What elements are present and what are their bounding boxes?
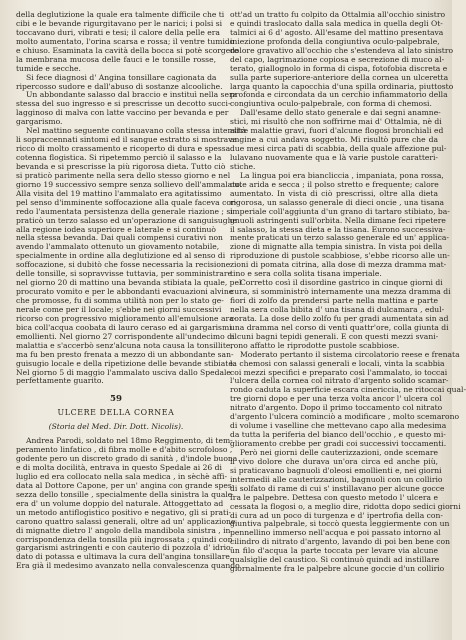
text-line: ott'ad un tratto fu colpito da Ottalmia all'occhio sinistro [230, 10, 446, 19]
text-line: nerale come per il locale; s'ebbe nei giorni successivi [16, 304, 222, 314]
text-line: stessa del suo ingresso e si prescrisse un decotto succi- [16, 99, 231, 109]
text-line: riproduzione di pustole scabbiose, s'ebbe ricorso alle un- [230, 251, 450, 261]
text-line: talmici ai 6 d' agosto. All'esame del mattino presentava [230, 27, 444, 37]
text-line: era d' un volume doppio del naturale. Attoggettato ad [16, 498, 224, 508]
text-line: data al Dottore Capone, per un' angina con grande spes- [16, 480, 235, 490]
left-column-text-after [16, 436, 240, 571]
text-line: dolore gravativo all'occhio che s'estendeva al lato sinistro [230, 45, 454, 55]
text-line: peramento linfatico , di fibra molle e d'abito scrofoloso , [16, 445, 233, 455]
text-line: e di molta docilità, entrava in questo Spedale ai 26 di [16, 463, 222, 472]
text-line: rono affatto le riprodotte pustole scabbiose. [230, 340, 400, 350]
text-line: guisugio locale e della ripetizione delle bevande stibiate. [16, 358, 236, 368]
text-line: la chemosi con salassi generali e locali, vinta la scabbia [230, 358, 445, 368]
text-line: Moderato pertanto il sistema circolatorio reese e frenata [240, 349, 460, 359]
text-line: gargarismi astringenti e con cauterio di pozzola d' idrio- [16, 543, 234, 553]
text-line: soffocazione, si dubitò che fosse necessaria la recisione [16, 260, 231, 270]
text-line: zione di mignatte alla tempia sinistra. In vista poi della [230, 242, 443, 252]
text-line: della deglutizione la quale era talmente difficile che ti [16, 10, 225, 19]
text-line: nella sera colla bibita d' una tisana di dulcamara , edul- [230, 304, 445, 314]
text-line: di cura ad un poco di turgenza e d' ipertrofia della con- [230, 510, 443, 520]
text-line: angine a cui andava soggetto. Mi risultò pure che da [230, 135, 438, 145]
text-line: Dall'esame dello stato generale e dai segni anamne- [240, 108, 441, 118]
text-line: Corretto così il disordine gastrico in cinque giorni di [240, 278, 443, 288]
text-line: alcuni bagni tepidi generali. E con questi mezzi svani- [230, 331, 439, 341]
text-line: pennellino immerso nell'acqua e poi passato intorno al [230, 528, 441, 538]
text-line: ripercosso sudore e dall'abuso di sostanze alcooliche. [16, 81, 223, 91]
text-line: mente praticati un terzo salasso generale ed un' applica- [230, 233, 449, 243]
section-subtitle: (Storia del Med. Dir. Dott. Nicolis). [48, 422, 184, 432]
text-line: nitrato d'argento. Dopo il primo toccamento col nitrato [230, 403, 443, 413]
text-line: e chiuso. Esaminata la cavità della bocca si potè scorgere [16, 45, 239, 55]
text-line: godente pero un discreto grado di sanità , d'indole buona [16, 454, 238, 464]
text-line: cotenna flogistica. Si ripetemmo perciò il salasso e la [16, 153, 222, 162]
text-line: e quindi traslocato dalla sala medica in quella degli Ot- [230, 18, 443, 28]
text-line: terato, giallognolo in forma di cispa, fotofobia discreta e [230, 63, 448, 73]
text-line: giuntiva palpebrale, si toccò questa leggiermente con un [230, 519, 450, 529]
text-line: lulavano nuovamente qua e là varie pustole caratteri- [230, 153, 438, 162]
text-line: malattia e s'accerbò senz'alcuna nota causa la tonsillite, [16, 340, 233, 350]
text-line: glioramento crebbe per gradi coi successivi toccamenti. [230, 439, 447, 448]
text-line: bica coll'acqua coobata di lauro ceraso ed ai gargarismi [16, 322, 232, 332]
text-line: specialmente in ordine alla deglutizione ed al senso di [16, 251, 226, 261]
text-line: coi mezzi specifici e preparato così l'ammalato, io toccai [230, 367, 448, 377]
text-line: aumentato. In vista di ciò prescrissi, oltre alla dieta [230, 188, 438, 198]
text-line: di mignatte dietro l' angolo della mandibola sinistra , in [16, 525, 231, 535]
text-line: rigorosa, un salasso generale di dieci oncie , una tisana [230, 197, 445, 207]
text-line: cessata la flogosi o, a meglio dire, ridotta dopo sedici giorni [230, 501, 461, 511]
text-line: stiche. [230, 161, 256, 171]
text-line: imperiale coll'aggiunta d'un grano di tartaro stibiato, ba- [230, 206, 450, 216]
text-line: giornalmente fra le palpebre alcune goccie d'un collirio [230, 564, 445, 574]
text-line: procurato vomito e per le abbondanti evacuazioni alvine [16, 287, 234, 297]
text-line: una dramma nel corso di venti quattr'ore, colla giunta di [230, 322, 449, 332]
text-line: praticò un terzo salasso ed un'operazione di sanguisughe [16, 215, 238, 225]
section-number: 59 [110, 394, 122, 405]
text-line: stici, mi risultò che non soffrirne mai d' Ottalmia, nè di [230, 117, 442, 127]
text-line: di volume i vaselline che mettevano capo alla medesima [230, 421, 447, 431]
text-line: corrispondenza della tonsilla più ingrossata ; quindi con [16, 534, 233, 544]
text-line: redo l'aumentata persistenza della generale riazione ; si [16, 206, 233, 216]
text-line: carono quattro salassi generali, oltre ad un' applicazione [16, 516, 236, 526]
text-line: zioni di pomata citrina, alla dose di mezza dramma mat- [230, 260, 447, 270]
text-line: avendo l'ammalato ottenuto un giovamento notabile, [16, 242, 220, 252]
text-line: Però nei giorni delle cauterizzazioni, onde scemare [240, 447, 438, 457]
text-line: emollienti. Nel giorno 27 corrispondente all'undecimo di [16, 331, 235, 341]
text-line: pel senso d'imminente soffocazione alla quale faceva cor- [16, 197, 238, 207]
text-line: Alla visita del 19 mattino l'ammalato era agitatissimo [16, 188, 222, 198]
text-line: nel giorno 20 di mattino una bevanda stibiata la quale, pel [16, 278, 242, 288]
text-line: tre giorni dopo e per una terza volta ancor l' ulcera col [230, 394, 442, 404]
text-line: ricco di molto crassamento e ricoperto di dura e spessa [16, 144, 231, 154]
text-line: corata. La dose dello zolfo fu per gradi aumentata sin ad [230, 313, 449, 323]
text-line: perfettamente guarito. [16, 376, 104, 386]
text-line: di solfato di rame di cui s' instillavano per alcune gocce [230, 483, 445, 493]
text-line: sezza dello tonsille , specialmente della sinistra la quale [16, 489, 233, 499]
text-line: bevanda e si prescrisse la più rigorosa dieta. Tutto ciò [16, 161, 226, 171]
text-line: un metodo antiflogistico positivo e negativo, gli si prati- [16, 507, 232, 517]
text-line: congiuntiva oculo-palpebrale, con forma di chemosi. [230, 99, 432, 109]
text-line: che promosse, fu di somma utilità non per lo stato ge- [16, 296, 224, 305]
text-line: molto aumentato, l'orina scarsa e rossa; il ventre tumido [16, 36, 235, 46]
text-line: fra le palpebre. Dettesa con questo metodo l' ulcera e [230, 492, 438, 502]
text-line: lagginoso di malva con latte vaccino per bevanda e per [16, 108, 229, 118]
text-line: ma fu ben presto frenata a mezzo di un abbondante san- [16, 349, 234, 359]
text-line: un filo d'acqua la parte toccata per levare via alcune [230, 546, 438, 556]
text-line: Si fece diagnosi d' Angina tonsillare cagionata da [26, 72, 217, 82]
section-title: ULCERE DELLA CORNEA [57, 408, 175, 418]
text-line: ricorso con progressivo miglioramento all'emulsione ara- [16, 313, 237, 323]
text-line: li sopraccennati sintomi ed il sangue estratto si mostrava [16, 135, 237, 145]
text-line: cute arida e secca ; il polso stretto e frequente; calore [230, 179, 439, 189]
text-line: altre malattie gravi, fuori d'alcune flogosi bronchiali ed [230, 126, 444, 136]
text-line: gnuoli astringenti sull'orbita. Nella dimane feci ripetere [230, 215, 446, 225]
text-line: si praticò parimente nella sera dello stesso giorno e nel [16, 170, 231, 180]
text-line: Un abbondante salasso dal braccio e instituì nella sera [26, 90, 238, 100]
text-line: due mesi circa pati di scabbia, della quale affezione pul- [230, 144, 447, 154]
text-line: il salasso, la stessa dieta e la tisana. Eurono successiva- [230, 224, 446, 234]
text-line: luglio ed era collocato nella sala medica , in sèchè affi- [16, 471, 228, 481]
text-line: qualsiglie del caustico. Si continuò quindi ad instillare [230, 555, 440, 565]
text-line: fiori di zolfo da prendersi parte nella mattina e parte [230, 296, 438, 305]
text-line: dato di potassa e ultimava la cura dell'angina tonsillare. [16, 552, 233, 562]
text-line: tino e sera colla solita tisana imperiale. [230, 269, 382, 279]
text-line: cilindro di nitrato d'argento, lavando di poi ben bene con [230, 537, 450, 547]
text-line: tumide e secche. [16, 63, 81, 73]
text-line: cura, si somministrò internamente una mezza dramma di [230, 287, 451, 297]
text-line: Andrea Parodi, soldato nel 18mo Reggimento, di tem- [26, 436, 233, 446]
right-column [230, 10, 466, 574]
text-line: alla regione iodea superiore e laterale e si continuò [16, 224, 216, 234]
text-line: la membrana mucosa delle fauci e le tonsille rosse, [16, 54, 216, 64]
text-line: cibi e le bevande rigurgitavano per le narici; i polsi si [16, 18, 223, 28]
text-line: delle tonsille, si sopravvisse tuttavia, per somministrare [16, 269, 232, 279]
text-line: l'ulcera della cornea col nitrato d'argento solido scamar- [230, 376, 449, 386]
text-line: iniezione profonda della congiuntiva oculo-palpebrale, [230, 36, 440, 46]
text-line: Nel giorno 5 di maggio l'ammalato usciva dallo Spedale [16, 367, 231, 377]
text-line: sulla parte superiore-anteriore della cornea un ulceretta [230, 72, 449, 82]
text-line: La lingua poi era biancliccia , impaniata, pona rossa, [240, 170, 444, 180]
text-line: giorno 19 successivo sempre senza sollievo dell'ammalato. [16, 179, 243, 189]
text-line: il vivo dolore che durava un'ora circa ed anche più, [230, 456, 438, 466]
text-line: toccavano duri, vibrati e tesi; il calore della pelle era [16, 27, 220, 37]
text-line: intermedii alle cauterizzazioni, bagnuoli con un collirio [230, 474, 443, 484]
text-line: del capo, lagrimazione copiosa e secrezione di muco al- [230, 54, 445, 64]
text-line: rondo caduta la superficie escara cinericcia, ne ritoccai qual- [230, 385, 466, 395]
text-line: larga quanto la capocchia d'una spilla ordinaria, piuttosto [230, 81, 454, 91]
text-line: Nel mattino seguente continuavano colla stessa intensità [26, 126, 247, 136]
text-line: profonda e circondata da un cerchio infiammatorio della [230, 90, 448, 100]
text-line: Era già il medesimo avanzato nella convalescenza quando [16, 561, 240, 571]
text-line: da tutta la periferia del bianco dell'occhio , e questo mi- [230, 430, 446, 440]
text-line: d'argento l'ulcera cominciò a modificare , molto scemarono [230, 412, 460, 422]
text-line: nella stessa bevanda. Dai quali compensi curativi non [16, 233, 223, 243]
text-line: si praticavano bagnuoli d'oleosi emollienti e, nei giorni [230, 465, 442, 475]
text-line: gargarismo. [16, 117, 63, 127]
